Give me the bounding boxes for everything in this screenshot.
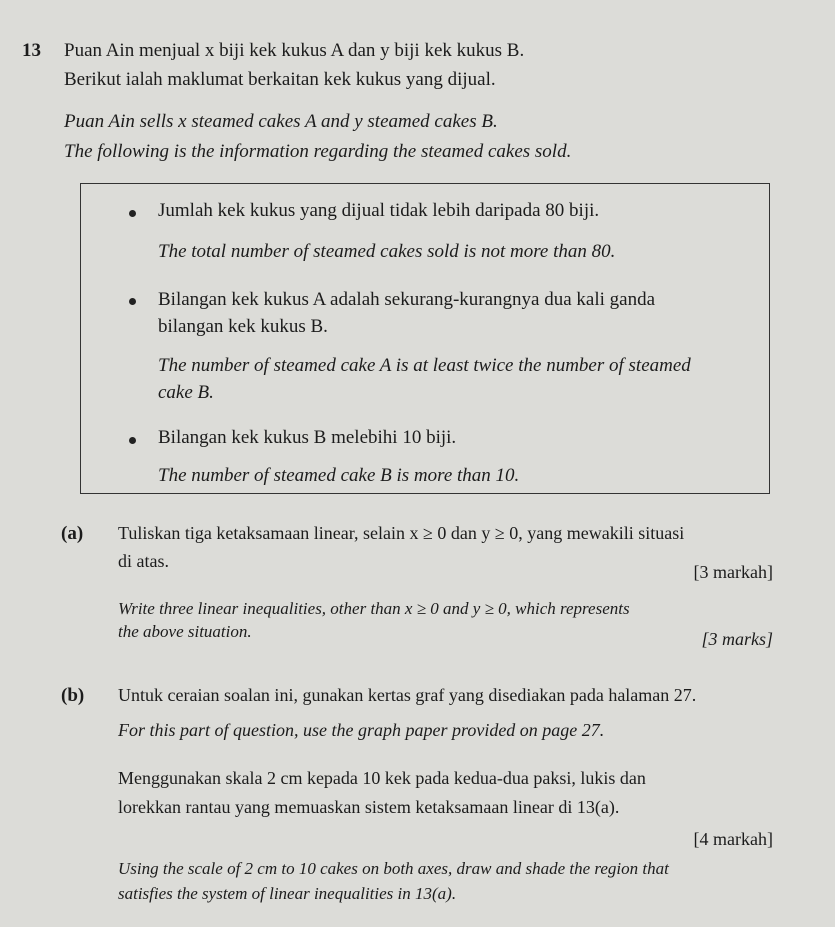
info-2-english-line-2: cake B. [158,382,214,403]
info-1-english: The total number of steamed cakes sold is not more than 80. [158,241,616,262]
bullet-icon [129,298,136,305]
part-a-malay-line-1: Tuliskan tiga ketaksamaan linear, selain x ≥ 0 dan y ≥ 0, yang mewakili situasi [118,523,685,543]
info-3-english: The number of steamed cake B is more than 10. [158,465,520,486]
part-a-malay-line-2: di atas. [118,551,169,571]
part-b-malay-line-1: Menggunakan skala 2 cm kepada 10 kek pada kedua-dua paksi, lukis dan [118,768,646,788]
intro-malay-line-2: Berikut ialah maklumat berkaitan kek kukus yang dijual. [64,69,496,90]
bullet-icon [129,437,136,444]
part-b-english-line-1: Using the scale of 2 cm to 10 cakes on both axes, draw and shade the region that [118,859,669,878]
intro-english-line-1: Puan Ain sells x steamed cakes A and y steamed cakes B. [64,111,498,132]
info-3-malay: Bilangan kek kukus B melebihi 10 biji. [158,427,457,448]
info-2-malay-line-1: Bilangan kek kukus A adalah sekurang-kurangnya dua kali ganda [158,289,656,310]
info-2-malay-line-2: bilangan kek kukus B. [158,316,328,337]
part-b-malay-intro: Untuk ceraian soalan ini, gunakan kertas graf yang disediakan pada halaman 27. [118,685,697,705]
part-a-english-line-2: the above situation. [118,622,252,641]
part-a-malay-marks: [3 markah] [693,562,773,582]
part-b-english-line-2: satisfies the system of linear inequalities in 13(a). [118,884,457,903]
part-b-english-intro: For this part of question, use the graph paper provided on page 27. [118,720,605,740]
part-b-label: (b) [61,685,85,706]
info-1-malay: Jumlah kek kukus yang dijual tidak lebih daripada 80 biji. [158,200,600,221]
part-a-english-marks: [3 marks] [701,629,773,649]
part-a-english-line-1: Write three linear inequalities, other than x ≥ 0 and y ≥ 0, which represents [118,599,630,618]
part-b-malay-marks: [4 markah] [693,829,773,849]
intro-english-line-2: The following is the information regarding the steamed cakes sold. [64,141,572,162]
info-2-english-line-1: The number of steamed cake A is at least twice the number of steamed [158,355,691,376]
question-number: 13 [22,40,41,61]
part-b-malay-line-2: lorekkan rantau yang memuaskan sistem ketaksamaan linear di 13(a). [118,797,620,817]
intro-malay-line-1: Puan Ain menjual x biji kek kukus A dan y biji kek kukus B. [64,40,525,61]
bullet-icon [129,210,136,217]
part-a-label: (a) [61,523,84,544]
